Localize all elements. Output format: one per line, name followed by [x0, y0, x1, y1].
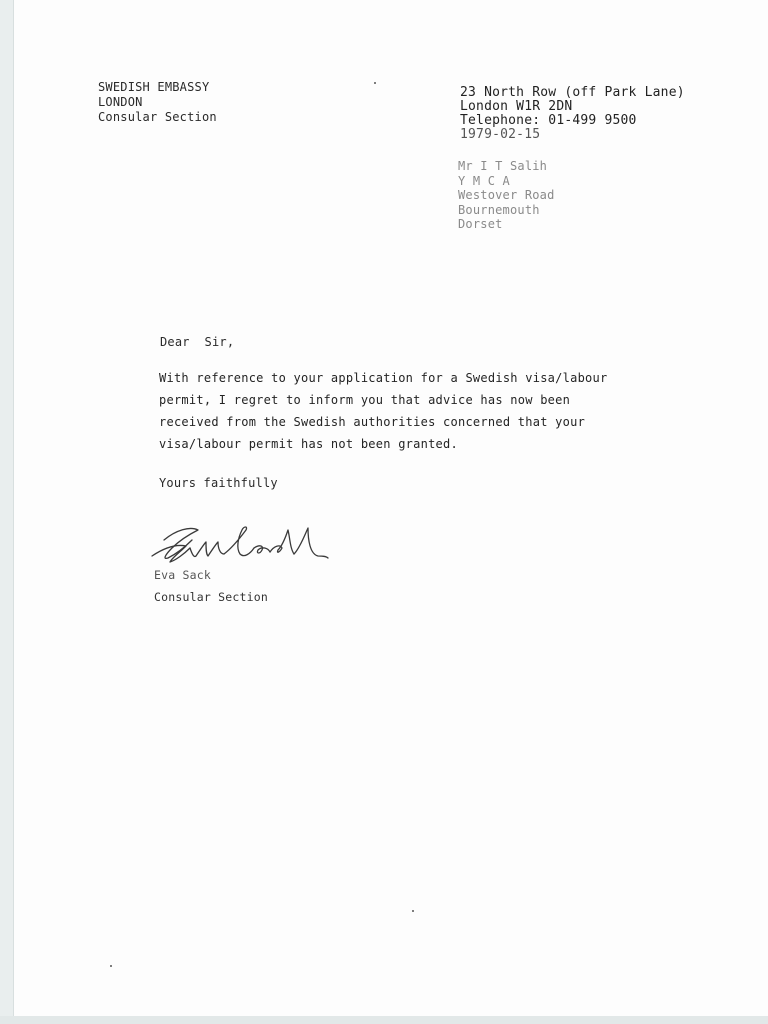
scan-bottom-edge — [0, 1016, 768, 1024]
sender-city: LONDON — [98, 95, 143, 109]
paper-speck — [374, 82, 376, 84]
recipient-town: Bournemouth — [458, 202, 540, 217]
recipient-road: Westover Road — [458, 188, 555, 202]
recipient-block — [458, 159, 555, 232]
letter-date: 1979-02-15 — [460, 127, 541, 142]
salutation — [160, 335, 234, 349]
closing-text: Yours faithfully — [159, 476, 278, 490]
recipient-org: Y M C A — [458, 173, 510, 188]
salutation-text: Dear Sir, — [160, 335, 235, 349]
body-line: With reference to your application for a Swedish visa/labour — [159, 371, 608, 385]
paper-speck — [110, 965, 112, 967]
recipient-name: Mr I T Salih — [458, 159, 548, 173]
body-line: visa/labour permit has not been granted. — [159, 437, 458, 451]
embassy-address-block — [460, 86, 685, 142]
body-line: received from the Swedish authorities concerned that your — [159, 415, 586, 429]
signatory-title: Consular Section — [154, 590, 268, 604]
recipient-county: Dorset — [458, 217, 503, 231]
signatory-title-block — [154, 590, 268, 604]
address-street: 23 North Row (off Park Lane) — [460, 85, 685, 100]
letter-body — [159, 367, 607, 455]
signatory-name: Eva Sack — [154, 568, 211, 582]
paper-speck — [412, 910, 414, 912]
sender-section: Consular Section — [98, 110, 217, 124]
sender-embassy: SWEDISH EMBASSY — [98, 80, 210, 94]
letter-page — [14, 0, 768, 1016]
signatory-name-block — [154, 568, 211, 582]
sender-block — [98, 80, 217, 125]
closing — [159, 476, 278, 490]
address-telephone: Telephone: 01-499 9500 — [460, 113, 637, 128]
address-city: London W1R 2DN — [460, 99, 573, 114]
body-line: permit, I regret to inform you that advice has now been — [159, 393, 571, 407]
